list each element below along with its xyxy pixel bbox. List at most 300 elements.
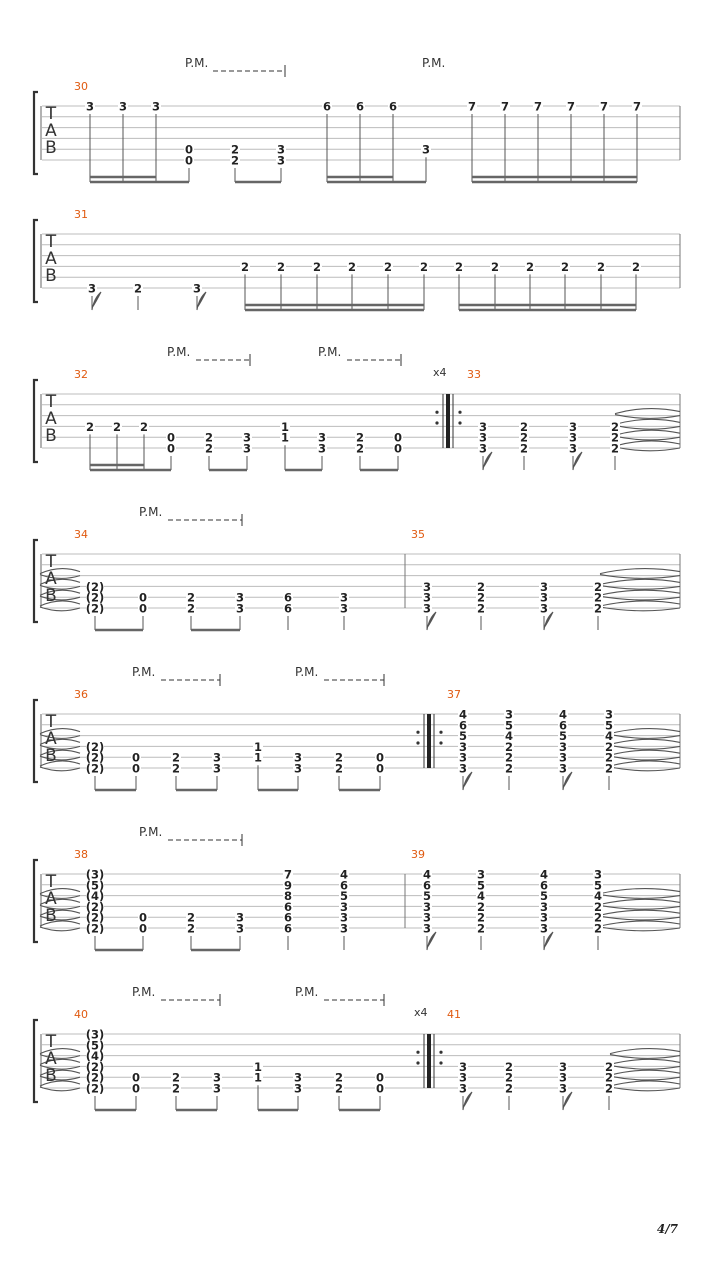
fret-number: (2) [85,1081,105,1096]
fret-number: 2 [334,761,344,776]
fret-number: 0 [184,142,194,157]
fret-number: 2 [476,601,486,616]
tab-system [34,220,680,310]
fret-number: 7 [632,99,642,114]
fret-number: 3 [293,1070,303,1085]
fret-number: 6 [355,99,365,114]
fret-number: 2 [476,590,486,605]
tie-curve [610,739,680,744]
fret-number: 2 [276,259,286,274]
fret-number: 4 [539,867,549,882]
tie-curve [610,750,680,755]
repeat-bar-thick [427,1034,431,1088]
fret-number: 3 [604,707,614,722]
fret-number: 3 [293,750,303,765]
fret-number: 1 [253,1070,263,1085]
fret-number: (2) [85,601,105,616]
fret-number: 3 [293,761,303,776]
repeat-dot [416,741,419,744]
fret-number: 3 [539,601,549,616]
fret-number: 2 [610,430,620,445]
fret-number: 2 [171,1081,181,1096]
fret-number: 2 [596,259,606,274]
fret-number: 2 [139,419,149,434]
measure-number: 41 [447,1008,461,1021]
fret-number: 3 [458,761,468,776]
fret-number: 3 [458,1070,468,1085]
tie-curve [600,910,680,915]
fret-number: 2 [334,1070,344,1085]
fret-number: 2 [604,1070,614,1085]
tab-clef-letter: A [45,1049,57,1069]
fret-number: 2 [476,579,486,594]
fret-number: 2 [519,441,529,456]
fret-number: 3 [235,590,245,605]
fret-number: (2) [85,1070,105,1085]
fret-number: 3 [212,750,222,765]
fret-number: 0 [375,1081,385,1096]
tie-curve [600,579,680,584]
tie-curve [615,441,680,446]
system-bracket [34,860,38,942]
tie-curve [610,1070,680,1075]
fret-number: 2 [186,910,196,925]
tie-curve [610,1049,680,1054]
fret-number: 2 [419,259,429,274]
palm-mute-label: P.M. [139,505,163,519]
repeat-dot [416,731,419,734]
fret-number: 2 [604,739,614,754]
fret-number: (5) [85,1038,105,1053]
fret-number: 0 [138,601,148,616]
fret-number: 0 [393,430,403,445]
tab-system [34,65,680,182]
fret-number: 2 [230,153,240,168]
fret-number: 3 [151,99,161,114]
measure-number: 31 [74,208,88,221]
tab-clef-letter: T [45,104,57,124]
fret-number: 0 [131,761,141,776]
measure-number: 38 [74,848,88,861]
fret-number: 3 [558,1059,568,1074]
fret-number: 3 [478,430,488,445]
palm-mute-label: P.M. [295,985,319,999]
fret-number: 3 [593,867,603,882]
fret-number: 3 [478,419,488,434]
fret-number: 6 [283,601,293,616]
measure-number: 33 [467,368,481,381]
fret-number: 3 [293,1081,303,1096]
fret-number: 3 [118,99,128,114]
fret-number: 2 [186,921,196,936]
tab-clef-letter: B [45,586,57,606]
fret-number: 9 [283,878,293,893]
tab-clef-letter: A [45,729,57,749]
fret-number: 2 [312,259,322,274]
fret-number: 5 [539,889,549,904]
fret-number: 2 [593,579,603,594]
fret-number: 0 [375,1070,385,1085]
repeat-count-label: x4 [433,366,447,379]
fret-number: 3 [339,601,349,616]
fret-number: 2 [631,259,641,274]
repeat-dot [439,1051,442,1054]
fret-number: 2 [593,590,603,605]
tie-curve [615,430,680,435]
fret-number: 2 [186,601,196,616]
fret-number: 3 [458,1081,468,1096]
fret-number: 6 [388,99,398,114]
fret-number: 2 [525,259,535,274]
fret-number: 3 [235,921,245,936]
repeat-dot [439,741,442,744]
fret-number: 3 [235,601,245,616]
fret-number: 3 [539,579,549,594]
system-bracket [34,540,38,622]
fret-number: 5 [604,718,614,733]
fret-number: 8 [283,889,293,904]
fret-number: (2) [85,910,105,925]
fret-number: 2 [454,259,464,274]
tie-curve [600,899,680,904]
measure-number: 35 [411,528,425,541]
fret-number: 0 [138,921,148,936]
fret-number: 5 [558,729,568,744]
fret-number: 2 [112,419,122,434]
fret-number: (2) [85,739,105,754]
fret-number: 2 [476,921,486,936]
fret-number: 4 [339,867,349,882]
fret-number: 3 [558,1081,568,1096]
fret-number: (4) [85,1049,105,1064]
fret-number: 3 [422,579,432,594]
system-bracket [34,92,38,174]
fret-number: 7 [283,867,293,882]
fret-number: 2 [476,899,486,914]
fret-number: 2 [504,750,514,765]
fret-number: 6 [283,899,293,914]
fret-number: 2 [204,441,214,456]
fret-number: 2 [355,430,365,445]
tab-clef-letter: A [45,569,57,589]
fret-number: (3) [85,1027,105,1042]
fret-number: 6 [458,718,468,733]
fret-number: 6 [322,99,332,114]
fret-number: 0 [131,1070,141,1085]
fret-number: 3 [568,441,578,456]
fret-number: 3 [558,750,568,765]
fret-number: 2 [347,259,357,274]
fret-number: 2 [504,1059,514,1074]
tie-curve [600,569,680,574]
fret-number: 4 [558,707,568,722]
measure-number: 40 [74,1008,88,1021]
fret-number: 2 [504,1070,514,1085]
repeat-dot [439,1061,442,1064]
fret-number: (2) [85,761,105,776]
fret-number: 3 [539,910,549,925]
fret-number: (2) [85,921,105,936]
system-bracket [34,380,38,462]
fret-number: 0 [166,430,176,445]
tie-curve [610,1081,680,1086]
fret-number: 2 [519,419,529,434]
repeat-dot [416,1061,419,1064]
fret-number: 2 [604,1059,614,1074]
fret-number: 3 [539,899,549,914]
repeat-count-label: x4 [414,1006,428,1019]
system-bracket [34,1020,38,1102]
measure-number: 36 [74,688,88,701]
fret-number: 3 [504,707,514,722]
fret-number: 1 [253,1059,263,1074]
repeat-dot [439,731,442,734]
fret-number: 0 [375,761,385,776]
fret-number: 0 [184,153,194,168]
repeat-dot [458,411,461,414]
fret-number: 1 [280,419,290,434]
fret-number: 4 [604,729,614,744]
fret-number: 3 [568,430,578,445]
fret-number: 0 [138,590,148,605]
fret-number: 3 [276,142,286,157]
tab-clef-letter: T [45,392,57,412]
fret-number: 4 [422,867,432,882]
tab-system [34,514,680,630]
tab-system [34,674,680,790]
tie-curve [610,1059,680,1064]
fret-number: 2 [604,750,614,765]
tab-clef-letter: B [45,746,57,766]
fret-number: (4) [85,889,105,904]
fret-number: 5 [593,878,603,893]
tab-clef-letter: B [45,426,57,446]
repeat-dot [416,1051,419,1054]
fret-number: 3 [539,590,549,605]
fret-number: 2 [383,259,393,274]
system-bracket [34,220,38,302]
fret-number: 3 [212,761,222,776]
fret-number: (2) [85,579,105,594]
tab-clef-letter: T [45,232,57,252]
fret-number: 2 [610,441,620,456]
fret-number: 7 [533,99,543,114]
fret-number: 1 [253,739,263,754]
fret-number: 3 [539,921,549,936]
palm-mute-label: P.M. [167,345,191,359]
fret-number: 3 [422,910,432,925]
fret-number: 3 [192,281,202,296]
tab-clef-letter: T [45,1032,57,1052]
fret-number: 3 [478,441,488,456]
tab-clef-letter: B [45,1066,57,1086]
fret-number: 3 [339,910,349,925]
fret-number: 2 [204,430,214,445]
fret-number: 0 [166,441,176,456]
palm-mute-label: P.M. [139,825,163,839]
fret-number: 6 [539,878,549,893]
fret-number: 3 [558,1070,568,1085]
fret-number: 2 [593,910,603,925]
fret-number: 3 [458,739,468,754]
tie-curve [600,601,680,606]
fret-number: 0 [131,750,141,765]
fret-number: 2 [519,430,529,445]
measure-number: 37 [447,688,461,701]
fret-number: 2 [171,761,181,776]
fret-number: 2 [560,259,570,274]
fret-number: 3 [476,867,486,882]
repeat-dot [435,421,438,424]
measure-number: 30 [74,80,88,93]
fret-number: 6 [422,878,432,893]
tie-curve [615,409,680,414]
fret-number: 3 [422,921,432,936]
fret-number: 5 [422,889,432,904]
fret-number: 2 [171,1070,181,1085]
fret-number: 6 [339,878,349,893]
fret-number: 5 [504,718,514,733]
fret-number: 7 [566,99,576,114]
tab-clef-letter: B [45,906,57,926]
fret-number: 2 [504,761,514,776]
fret-number: 3 [339,921,349,936]
fret-number: 3 [422,590,432,605]
fret-number: 3 [212,1081,222,1096]
fret-number: 3 [85,99,95,114]
fret-number: 3 [317,430,327,445]
fret-number: 2 [604,1081,614,1096]
fret-number: 7 [599,99,609,114]
fret-number: 3 [242,441,252,456]
fret-number: (2) [85,899,105,914]
fret-number: 7 [500,99,510,114]
fret-number: 2 [504,1081,514,1096]
fret-number: 4 [593,889,603,904]
fret-number: 2 [355,441,365,456]
measure-number: 34 [74,528,88,541]
repeat-bar-thick [427,714,431,768]
fret-number: 3 [568,419,578,434]
palm-mute-label: P.M. [185,56,209,70]
fret-number: 2 [490,259,500,274]
fret-number: 3 [339,899,349,914]
fret-number: (3) [85,867,105,882]
fret-number: 3 [235,910,245,925]
tie-curve [615,419,680,424]
repeat-dot [435,411,438,414]
tab-clef-letter: A [45,409,57,429]
fret-number: 2 [240,259,250,274]
tab-clef-letter: A [45,889,57,909]
fret-number: 3 [558,761,568,776]
palm-mute-label: P.M. [318,345,342,359]
tab-clef-letter: T [45,872,57,892]
fret-number: 2 [610,419,620,434]
tie-curve [600,889,680,894]
fret-number: 5 [339,889,349,904]
tab-system [34,994,680,1110]
fret-number: 5 [476,878,486,893]
fret-number: 1 [280,430,290,445]
fret-number: 2 [504,739,514,754]
fret-number: (2) [85,590,105,605]
fret-number: 2 [593,899,603,914]
fret-number: 2 [133,281,143,296]
tab-clef-letter: A [45,121,57,141]
fret-number: 3 [458,750,468,765]
fret-number: 4 [458,707,468,722]
fret-number: 3 [422,899,432,914]
fret-number: 3 [339,590,349,605]
palm-mute-label: P.M. [422,56,446,70]
system-bracket [34,700,38,782]
fret-number: 3 [212,1070,222,1085]
fret-number: 4 [476,889,486,904]
tie-curve [610,761,680,766]
fret-number: 2 [171,750,181,765]
fret-number: 0 [131,1081,141,1096]
fret-number: 7 [467,99,477,114]
fret-number: 5 [458,729,468,744]
fret-number: 3 [421,142,431,157]
tie-curve [610,729,680,734]
fret-number: (2) [85,1059,105,1074]
fret-number: 2 [593,921,603,936]
fret-number: 6 [558,718,568,733]
tab-system [34,834,680,950]
tie-curve [600,590,680,595]
fret-number: 2 [593,601,603,616]
fret-number: 3 [87,281,97,296]
fret-number: 0 [138,910,148,925]
fret-number: 3 [242,430,252,445]
fret-number: 3 [458,1059,468,1074]
fret-number: (5) [85,878,105,893]
tab-clef-letter: T [45,712,57,732]
fret-number: 3 [276,153,286,168]
repeat-bar-thick [446,394,450,448]
repeat-dot [458,421,461,424]
fret-number: (2) [85,750,105,765]
fret-number: 4 [504,729,514,744]
fret-number: 3 [317,441,327,456]
fret-number: 1 [253,750,263,765]
fret-number: 6 [283,590,293,605]
palm-mute-label: P.M. [132,665,156,679]
palm-mute-label: P.M. [132,985,156,999]
measure-number: 32 [74,368,88,381]
fret-number: 6 [283,910,293,925]
fret-number: 2 [85,419,95,434]
fret-number: 0 [375,750,385,765]
fret-number: 2 [186,590,196,605]
fret-number: 2 [334,1081,344,1096]
page-number: 4/7 [656,1222,678,1236]
fret-number: 6 [283,921,293,936]
tab-clef-letter: T [45,552,57,572]
fret-number: 3 [558,739,568,754]
fret-number: 3 [422,601,432,616]
fret-number: 2 [476,910,486,925]
measure-number: 39 [411,848,425,861]
fret-number: 2 [230,142,240,157]
tab-clef-letter: A [45,249,57,269]
tab-clef-letter: B [45,266,57,286]
fret-number: 2 [334,750,344,765]
fret-number: 0 [393,441,403,456]
palm-mute-label: P.M. [295,665,319,679]
